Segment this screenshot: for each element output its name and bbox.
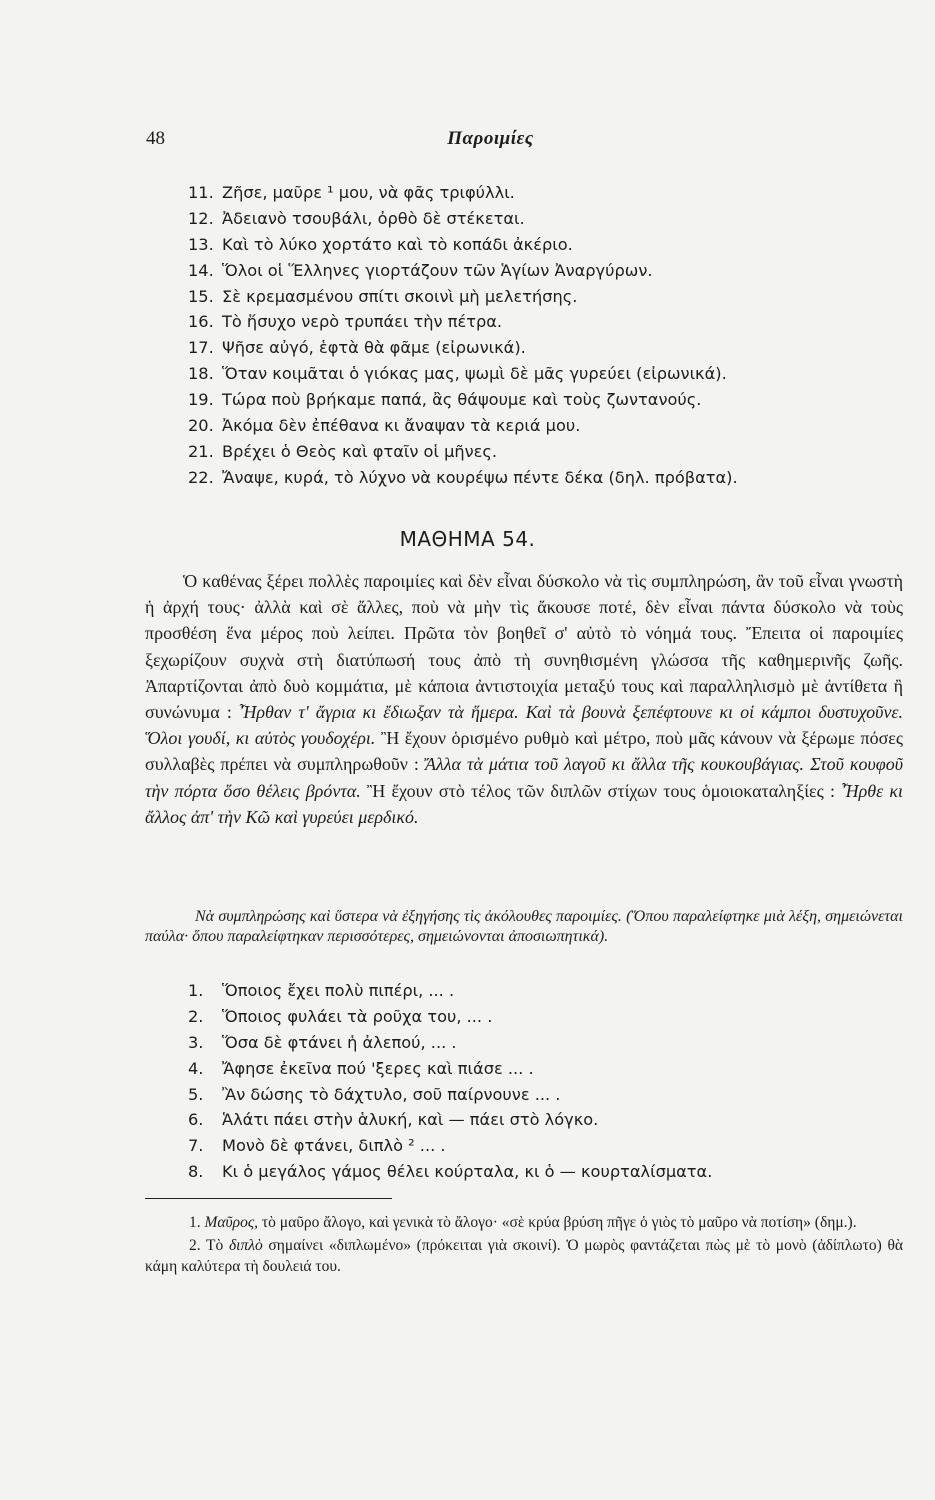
list-item: 12. Ἀδειανὸ τσουβάλι, ὀρθὸ δὲ στέκεται. (188, 208, 525, 228)
list-item: 15. Σὲ κρεμασμένου σπίτι σκοινὶ μὴ μελετήσης. (188, 286, 578, 306)
list-item: 11. Ζῆσε, μαῦρε ¹ μου, νὰ φᾶς τριφύλλι. (188, 183, 515, 202)
list-item: 4. Ἄφησε ἐκεῖνα πού 'ξερες καὶ πιάσε ... . (188, 1058, 534, 1078)
running-title: Παροιμίες (447, 128, 534, 149)
exercise-list (188, 978, 905, 1185)
page-number: 48 (146, 128, 165, 149)
footnote-2: 2. Τὸ διπλὸ σημαίνει «διπλωμένο» (πρόκειται γιὰ σκοινί). Ὁ μωρὸς φαντάζεται πὼς μὲ τὸ μονὸ (ἀδίπλωτο) θὰ κάμη καλύτερα τὴ δουλειά του. (145, 1236, 903, 1275)
list-item: 1. Ὅποιος ἔχει πολὺ πιπέρι, ... . (188, 981, 455, 1000)
example-quote: Ἦρθε κι ἄλλος ἀπ' τὴν Κῶ καὶ γυρεύει μερδικό. (145, 780, 904, 827)
list-item: 5. Ἂν δώσης τὸ δάχτυλο, σοῦ παίρνουνε ... . (188, 1084, 561, 1104)
lesson-title: ΜΑΘΗΜΑ 54. (399, 527, 536, 551)
intro-paragraph: Ὁ καθένας ξέρει πολλὲς παροιμίες καὶ δὲν εἶναι δύσκολο νὰ τὶς συμπληρώση, ἂν τοῦ εἶναι γνωστὴ ἡ ἀρχή τους· ἀλλὰ καὶ σὲ ἄλλες, ποὺ νὰ μὴν τὶς ἄκουσε ποτέ, δὲν εἶναι πάντα δύσκολο νὰ τοὺς προσθέση ἕνα μέρος ποὺ λείπει. Πρῶτα τὸν βοηθεῖ σ' αὐτὸ τὸ νόημά τους. Ἔπειτα οἱ παροιμίες ξεχωρίζουν συχνὰ στὴ διατύπωσή τους ἀπὸ τὴ συνηθισμένη γλώσσα τῆς καθημερινῆς ζωῆς. Ἀπαρτίζονται ἀπὸ δυὸ κομμάτια, μὲ κάποια ἀντιστοιχία μεταξύ τους καὶ παραλληλισμὸ μὲ ἀντίθετα ἢ συνώνυμα : Ἦρθαν τ' ἄγρια κι ἔδιωξαν τὰ ἥμερα. Καὶ τὰ βουνὰ ξεπέφτουνε κι οἱ κάμποι δυστυχοῦνε. Ὅλοι γουδί, κι αὐτὸς γουδοχέρι. Ἢ ἔχουν ὁρισμένο ρυθμὸ καὶ μέτρο, ποὺ μᾶς κάνουν νὰ ξέρωμε πόσες συλλαβὲς πρέπει νὰ συμπληρωθοῦν : Ἄλλα τὰ μάτια τοῦ λαγοῦ κι ἄλλα τῆς κουκουβάγιας. Στοῦ κουφοῦ τὴν πόρτα ὅσο θέλεις βρόντα. Ἢ ἔχουν στὸ τέλος τῶν διπλῶν στίχων τους ὁμοιοκαταληξίες : Ἦρθε κι ἄλλος ἀπ' τὴν Κῶ καὶ γυρεύει μερδικό. (145, 571, 904, 827)
page-header (146, 128, 835, 158)
list-item: 17. Ψῆσε αὐγό, ἑφτὰ θὰ φᾶμε (εἰρωνικά). (188, 338, 526, 358)
footnotes (145, 1212, 903, 1279)
proverbs-list-continued (188, 180, 905, 491)
lesson-intro (145, 568, 903, 830)
exercise-instruction: Νὰ συμπληρώσης καὶ ὕστερα νὰ ἐξηγήσης τὶς ἀκόλουθες παροιμίες. (Ὅπου παραλείφτηκε μιὰ λέξη, σημειώνεται παύλα· ὅπου παραλείφτηκαν περισσότερες, σημειώνονται ἀποσιωπητικά). (145, 908, 903, 945)
list-item: 21. Βρέχει ὁ Θεὸς καὶ φταῖν οἱ μῆνες. (188, 441, 498, 461)
list-item: 8. Κι ὁ μεγάλος γάμος θέλει κούρταλα, κι ὁ — κουρταλίσματα. (188, 1162, 713, 1182)
footnote-1: 1. Μαῦρος, τὸ μαῦρο ἄλογο, καὶ γενικὰ τὸ ἄλογο· «σὲ κρύα βρύση πῆγε ὁ γιὸς τὸ μαῦρο νὰ ποτίση» (δημ.). (189, 1214, 857, 1231)
example-quote: Ἄλλα τὰ μάτια τοῦ λαγοῦ κι ἄλλα τῆς κουκουβάγιας. Στοῦ κουφοῦ τὴν πόρτα ὅσο θέλεις βρόντα. (145, 754, 903, 801)
list-item: 6. Ἁλάτι πάει στὴν ἁλυκή, καὶ — πάει στὸ λόγκο. (188, 1110, 599, 1130)
footnote-divider (145, 1198, 392, 1199)
example-quote: Ἦρθαν τ' ἄγρια κι ἔδιωξαν τὰ ἥμερα. Καὶ τὰ βουνὰ ξεπέφτουνε κι οἱ κάμποι δυστυχοῦνε. Ὅλοι γουδί, κι αὐτὸς γουδοχέρι. (145, 702, 904, 749)
list-item: 2. Ὅποιος φυλάει τὰ ροῦχα του, ... . (188, 1006, 493, 1026)
list-item: 22. Ἄναψε, κυρά, τὸ λύχνο νὰ κουρέψω πέντε δέκα (δηλ. πρόβατα). (188, 467, 738, 487)
list-item: 18. Ὅταν κοιμᾶται ὁ γιόκας μας, ψωμὶ δὲ μᾶς γυρεύει (εἰρωνικά). (188, 364, 727, 384)
list-item: 14. Ὅλοι οἱ Ἕλληνες γιορτάζουν τῶν Ἁγίων Ἀναργύρων. (188, 260, 653, 280)
list-item: 13. Καὶ τὸ λύκο χορτάτο καὶ τὸ κοπάδι ἀκέριο. (188, 234, 573, 254)
list-item: 16. Τὸ ἥσυχο νερὸ τρυπάει τὴν πέτρα. (188, 312, 503, 332)
list-item: 19. Τώρα ποὺ βρήκαμε παπά, ἂς θάψουμε καὶ τοὺς ζωντανούς. (188, 390, 702, 410)
list-item: 20. Ἀκόμα δὲν ἐπέθανα κι ἄναψαν τὰ κεριά μου. (188, 416, 581, 436)
list-item: 7. Μονὸ δὲ φτάνει, διπλὸ ² ... . (188, 1136, 446, 1156)
list-item: 3. Ὅσα δὲ φτάνει ἡ ἀλεπού, ... . (188, 1032, 457, 1052)
